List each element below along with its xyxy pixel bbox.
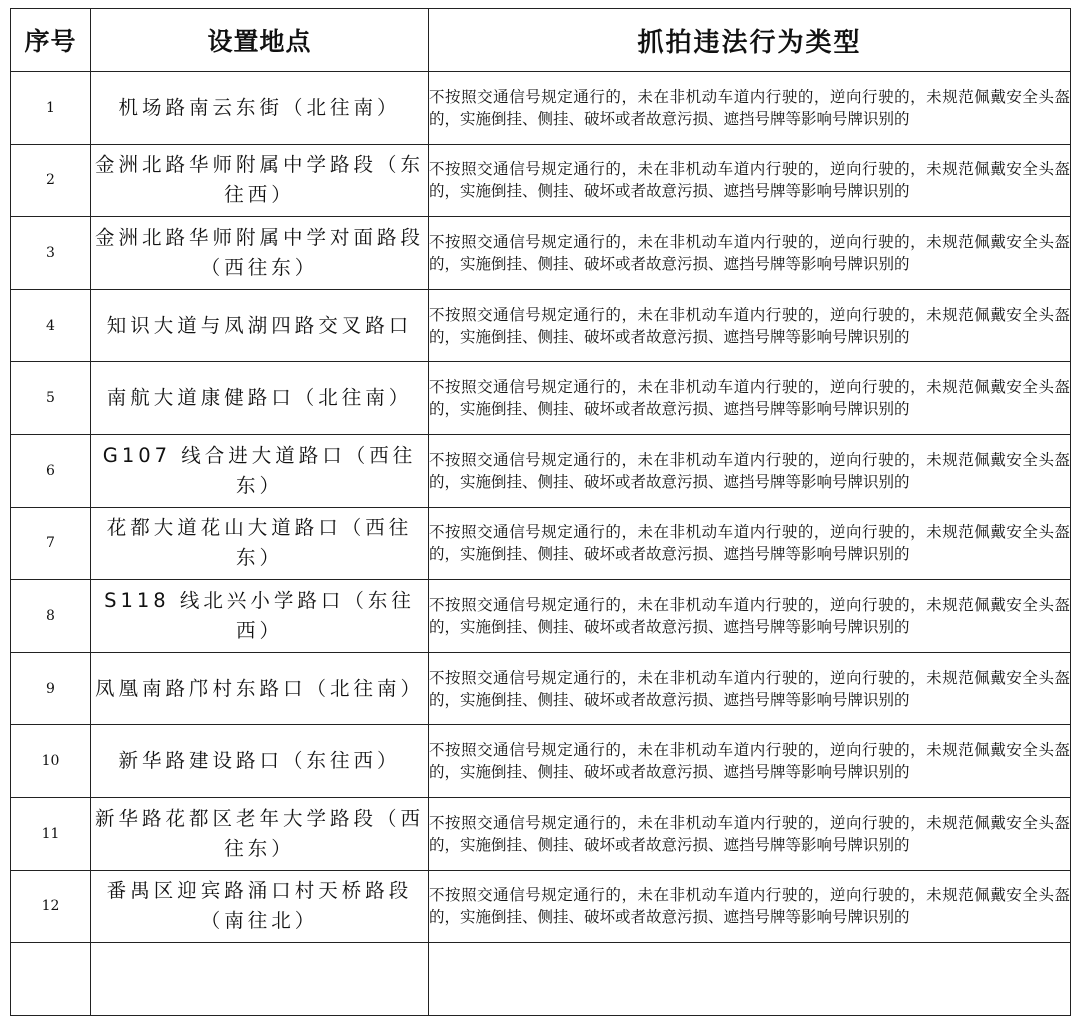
table-row [11,870,1071,943]
cell-location: 机场路南云东街（北往南） [91,72,429,145]
header-location: 设置地点 [91,9,429,72]
table-row [11,362,1071,435]
cell-violation-type: 不按照交通信号规定通行的，未在非机动车道内行驶的，逆向行驶的，未规范佩戴安全头盔的，实施倒挂、侧挂、破坏或者故意污损、遮挡号牌等影响号牌识别的 [429,725,1071,798]
cell-no: 1 [11,72,91,145]
cell-violation-type: 不按照交通信号规定通行的，未在非机动车道内行驶的，逆向行驶的，未规范佩戴安全头盔的，实施倒挂、侧挂、破坏或者故意污损、遮挡号牌等影响号牌识别的 [429,289,1071,362]
table-row [11,507,1071,580]
cell-location: 金洲北路华师附属中学路段（东往西） [91,144,429,217]
cell-violation-type: 不按照交通信号规定通行的，未在非机动车道内行驶的，逆向行驶的，未规范佩戴安全头盔的，实施倒挂、侧挂、破坏或者故意污损、遮挡号牌等影响号牌识别的 [429,434,1071,507]
cell-violation-type [429,943,1071,1016]
table-row [11,217,1071,290]
cell-location: 花都大道花山大道路口（西往东） [91,507,429,580]
table-row [11,72,1071,145]
cell-no: 12 [11,870,91,943]
violation-camera-table [10,8,1071,1016]
cell-violation-type: 不按照交通信号规定通行的，未在非机动车道内行驶的，逆向行驶的，未规范佩戴安全头盔的，实施倒挂、侧挂、破坏或者故意污损、遮挡号牌等影响号牌识别的 [429,507,1071,580]
table-row-partial [11,943,1071,1016]
cell-no: 6 [11,434,91,507]
header-row [11,9,1071,72]
cell-violation-type: 不按照交通信号规定通行的，未在非机动车道内行驶的，逆向行驶的，未规范佩戴安全头盔的，实施倒挂、侧挂、破坏或者故意污损、遮挡号牌等影响号牌识别的 [429,797,1071,870]
cell-no: 10 [11,725,91,798]
cell-violation-type: 不按照交通信号规定通行的，未在非机动车道内行驶的，逆向行驶的，未规范佩戴安全头盔的，实施倒挂、侧挂、破坏或者故意污损、遮挡号牌等影响号牌识别的 [429,580,1071,653]
table-row [11,797,1071,870]
cell-location: 金洲北路华师附属中学对面路段（西往东） [91,217,429,290]
cell-location: 凤凰南路邝村东路口（北往南） [91,652,429,725]
cell-location [91,943,429,1016]
cell-no: 7 [11,507,91,580]
cell-no [11,943,91,1016]
table-row [11,652,1071,725]
table-header [11,9,1071,72]
header-no: 序号 [11,9,91,72]
cell-violation-type: 不按照交通信号规定通行的，未在非机动车道内行驶的，逆向行驶的，未规范佩戴安全头盔的，实施倒挂、侧挂、破坏或者故意污损、遮挡号牌等影响号牌识别的 [429,217,1071,290]
cell-no: 8 [11,580,91,653]
cell-violation-type: 不按照交通信号规定通行的，未在非机动车道内行驶的，逆向行驶的，未规范佩戴安全头盔的，实施倒挂、侧挂、破坏或者故意污损、遮挡号牌等影响号牌识别的 [429,362,1071,435]
cell-location: 知识大道与凤湖四路交叉路口 [91,289,429,362]
table-row [11,434,1071,507]
cell-no: 5 [11,362,91,435]
cell-no: 3 [11,217,91,290]
cell-location: 新华路花都区老年大学路段（西往东） [91,797,429,870]
violation-camera-table-sheet [10,8,1070,1016]
cell-location: S118 线北兴小学路口（东往西） [91,580,429,653]
cell-no: 9 [11,652,91,725]
cell-no: 11 [11,797,91,870]
table-row [11,580,1071,653]
table-row [11,289,1071,362]
header-violation-type: 抓拍违法行为类型 [429,9,1071,72]
table-row [11,144,1071,217]
cell-no: 2 [11,144,91,217]
cell-location: G107 线合进大道路口（西往东） [91,434,429,507]
cell-location: 番禺区迎宾路涌口村天桥路段（南往北） [91,870,429,943]
cell-violation-type: 不按照交通信号规定通行的，未在非机动车道内行驶的，逆向行驶的，未规范佩戴安全头盔的，实施倒挂、侧挂、破坏或者故意污损、遮挡号牌等影响号牌识别的 [429,870,1071,943]
cell-violation-type: 不按照交通信号规定通行的，未在非机动车道内行驶的，逆向行驶的，未规范佩戴安全头盔的，实施倒挂、侧挂、破坏或者故意污损、遮挡号牌等影响号牌识别的 [429,144,1071,217]
table-body [11,72,1071,1016]
cell-violation-type: 不按照交通信号规定通行的，未在非机动车道内行驶的，逆向行驶的，未规范佩戴安全头盔的，实施倒挂、侧挂、破坏或者故意污损、遮挡号牌等影响号牌识别的 [429,652,1071,725]
cell-no: 4 [11,289,91,362]
cell-location: 新华路建设路口（东往西） [91,725,429,798]
cell-violation-type: 不按照交通信号规定通行的，未在非机动车道内行驶的，逆向行驶的，未规范佩戴安全头盔的，实施倒挂、侧挂、破坏或者故意污损、遮挡号牌等影响号牌识别的 [429,72,1071,145]
table-row [11,725,1071,798]
cell-location: 南航大道康健路口（北往南） [91,362,429,435]
